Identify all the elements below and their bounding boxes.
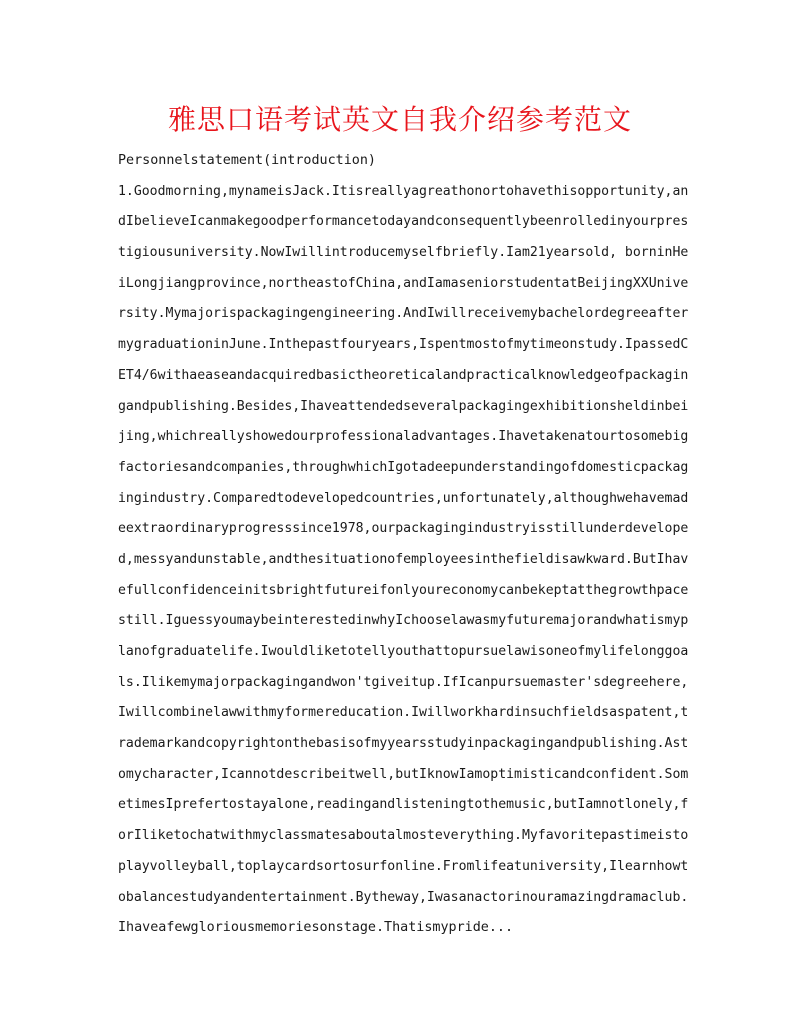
body-text-line: Ihaveafewgloriousmemoriesonstage.Thatismypride... bbox=[118, 920, 514, 936]
body-text-line: d,messyandunstable,andthesituationofemployeesinthefieldisawkward.ButIhav bbox=[118, 551, 688, 567]
document-subtitle: Personnelstatement(introduction) bbox=[118, 153, 376, 168]
body-text-line: eextraordinaryprogresssince1978,ourpackagingindustryisstillunderdevelope bbox=[118, 521, 688, 537]
body-text-line: tigiousuniversity.NowIwillintroducemyselfbriefly.Iam21yearsold, borninHe bbox=[118, 245, 688, 261]
body-text-line: orIliketochatwithmyclassmatesaboutalmosteverything.Myfavoritepastimeisto bbox=[118, 828, 688, 844]
body-text-line: mygraduationinJune.Inthepastfouryears,Ispentmostofmytimeonstudy.IpassedC bbox=[118, 337, 688, 353]
body-text-line: etimesIprefertostayalone,readingandlisteningtothemusic,butIamnotlonely,f bbox=[118, 797, 688, 813]
document-title: 雅思口语考试英文自我介绍参考范文 bbox=[167, 103, 632, 136]
body-text-line: ET4/6withaeaseandacquiredbasictheoreticalandpracticalknowledgeofpackagin bbox=[118, 367, 688, 383]
body-text-line: iLongjiangprovince,northeastofChina,andIamaseniorstudentatBeijingXXUnive bbox=[118, 275, 688, 291]
body-text-line: rsity.Mymajorispackagingengineering.AndIwillreceivemybachelordegreeafter bbox=[118, 306, 688, 322]
body-text-line: ingindustry.Comparedtodevelopedcountries,unfortunately,althoughwehavemad bbox=[118, 490, 688, 506]
body-text-line: rademarkandcopyrightonthebasisofmyyearsstudyinpackagingandpublishing.Ast bbox=[118, 736, 688, 752]
body-text-line: ls.Ilikemymajorpackagingandwon'tgiveitup.IfIcanpursuemaster'sdegreehere, bbox=[118, 674, 688, 690]
body-text-line: gandpublishing.Besides,Ihaveattendedseveralpackagingexhibitionsheldinbei bbox=[118, 398, 688, 414]
body-text-line: 1.Goodmorning,mynameisJack.Itisreallyagreathonortohavethisopportunity,an bbox=[118, 183, 688, 199]
body-text-line: omycharacter,Icannotdescribeitwell,butIknowIamoptimisticandconfident.Som bbox=[118, 766, 688, 782]
document-body bbox=[118, 146, 688, 944]
body-text-line: lanofgraduatelife.Iwouldliketotellyouthattopursuelawisoneofmylifelonggoa bbox=[118, 644, 688, 659]
body-text-line: still.IguessyoumaybeinterestedinwhyIchooselawasmyfuturemajorandwhatismyp bbox=[118, 613, 688, 629]
body-text-line: jing,whichreallyshowedourprofessionaladvantages.Ihavetakenatourtosomebig bbox=[118, 429, 688, 445]
body-text-line: dIbelieveIcanmakegoodperformancetodayandconsequentlybeenrolledinyourpres bbox=[118, 214, 688, 230]
body-text-line: obalancestudyandentertainment.Bytheway,Iwasanactorinouramazingdramaclub. bbox=[118, 889, 688, 905]
body-text-line: Iwillcombinelawwithmyformereducation.Iwillworkhardinsuchfieldsaspatent,t bbox=[118, 705, 688, 721]
body-text-line: playvolleyball,toplaycardsortosurfonline.Fromlifeatuniversity,Ilearnhowt bbox=[118, 858, 688, 874]
body-text-line: factoriesandcompanies,throughwhichIgotadeepunderstandingofdomesticpackag bbox=[118, 459, 688, 475]
body-text-line: efullconfidenceinitsbrightfutureifonlyoureconomycanbekeptatthegrowthpace bbox=[118, 582, 688, 598]
